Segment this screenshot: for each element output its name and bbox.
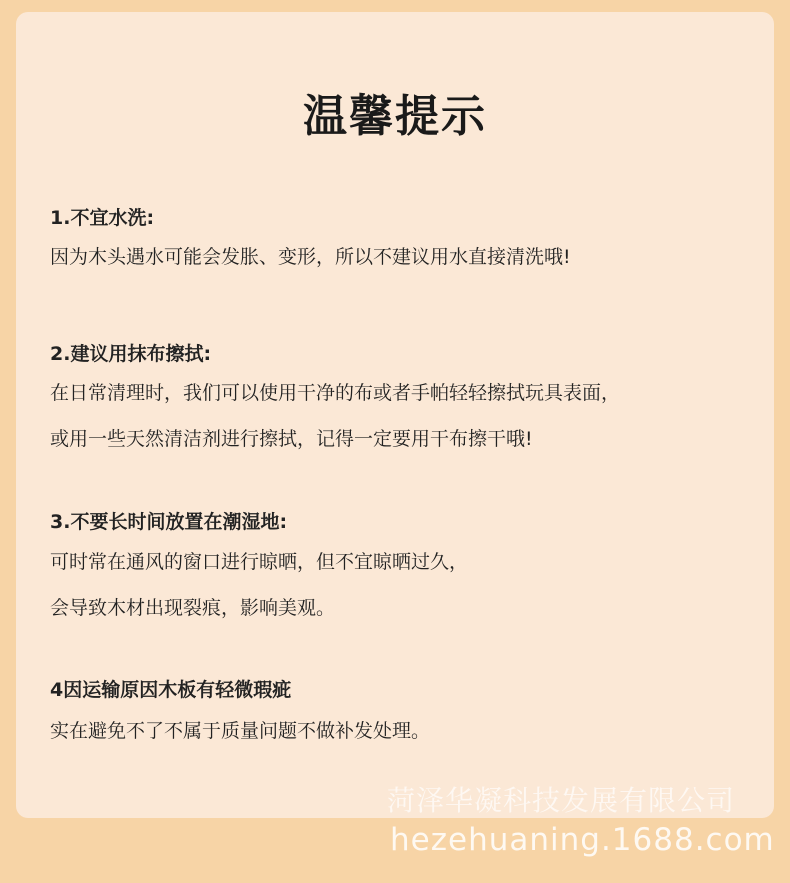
watermark-url: hezehuaning.1688.com — [390, 822, 775, 858]
watermark-company: 菏泽华凝科技发展有限公司 — [387, 784, 736, 817]
section-text: 可时常在通风的窗口进行晾晒，但不宜晾晒过久， — [50, 551, 469, 573]
notice-card — [16, 12, 774, 818]
section-text: 因为木头遇水可能会发胀、变形，所以不建议用水直接清洗哦! — [50, 246, 571, 268]
section-text: 或用一些天然清洁剂进行擦拭，记得一定要用干布擦干哦! — [50, 428, 533, 450]
section-heading: 3.不要长时间放置在潮湿地: — [50, 511, 288, 533]
notice-section-2 — [50, 341, 750, 452]
notice-section-1 — [50, 205, 750, 270]
page-title: 温馨提示 — [303, 91, 487, 142]
section-text: 实在避免不了不属于质量问题不做补发处理。 — [50, 720, 431, 742]
notice-section-4 — [50, 677, 750, 744]
section-heading: 2.建议用抹布擦拭: — [50, 343, 212, 365]
notice-section-3 — [50, 509, 750, 621]
section-text: 在日常清理时，我们可以使用干净的布或者手帕轻轻擦拭玩具表面， — [50, 382, 621, 404]
section-heading: 1.不宜水洗: — [50, 207, 155, 229]
section-heading: 4因运输原因木板有轻微瑕疵 — [50, 679, 292, 701]
section-text: 会导致木材出现裂痕，影响美观。 — [50, 597, 336, 619]
